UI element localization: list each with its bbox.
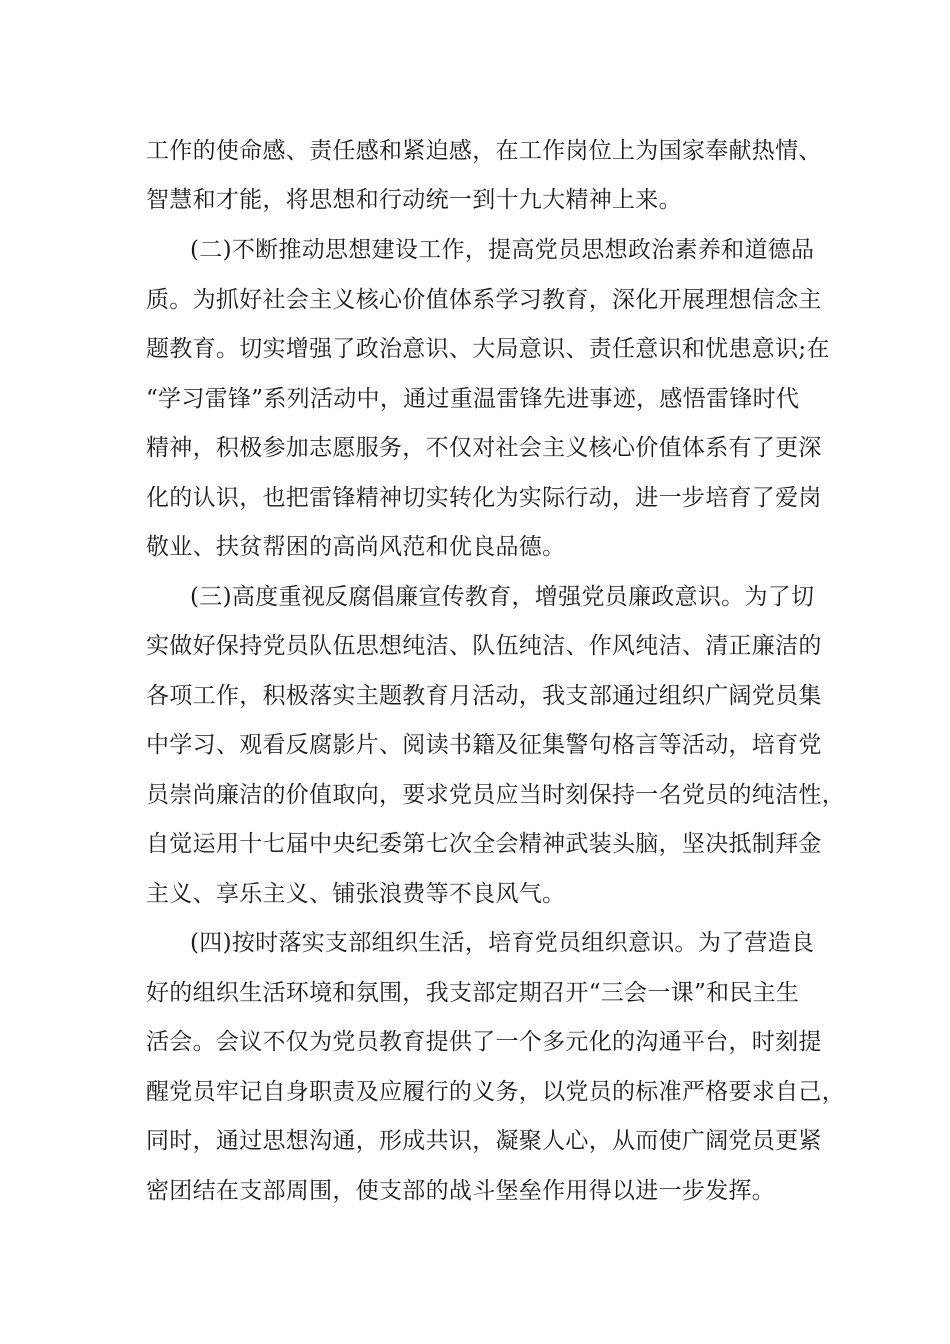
text-line [0,1072,950,1112]
text-line [0,428,950,468]
line-text: 活会。会议不仅为党员教育提供了一个多元化的沟通平台，时刻提 [146,1029,822,1055]
line-text: (四)按时落实支部组织生活，培育党员组织意识。为了营造良 [190,930,815,956]
line-text: 题教育。切实增强了政治意识、大局意识、责任意识和忧患意识;在 [146,336,830,362]
text-line [0,527,950,567]
line-text: 敬业、扶贫帮困的高尚风范和优良品德。 [146,534,566,560]
text-line [0,1121,950,1161]
text-line [0,577,950,617]
text-line [0,131,950,171]
line-text: 自觉运用十七届中央纪委第七次全会精神武装头脑，坚决抵制拜金 [146,831,822,857]
line-text: 各项工作，积极落实主题教育月活动，我支部通过组织广阔党员集 [146,683,822,709]
line-text: 智慧和才能，将思想和行动统一到十九大精神上来。 [146,187,682,213]
line-text: 质。为抓好社会主义核心价值体系学习教育，深化开展理想信念主 [146,287,822,313]
line-text: 密团结在支部周围，使支部的战斗堡垒作用得以进一步发挥。 [146,1178,776,1204]
text-line [0,1022,950,1062]
line-text: 同时，通过思想沟通，形成共识，凝聚人心，从而使广阔党员更紧 [146,1128,822,1154]
text-line [0,478,950,518]
text-line [0,280,950,320]
line-text: 好的组织生活环境和氛围，我支部定期召开“三会一课”和民主生 [146,980,800,1006]
text-line [0,180,950,220]
line-text: (二)不断推动思想建设工作，提高党员思想政治素养和道德品 [190,237,815,263]
text-line [0,230,950,270]
line-text: 实做好保持党员队伍思想纯洁、队伍纯洁、作风纯洁、清正廉洁的 [146,633,822,659]
line-text: 中学习、观看反腐影片、阅读书籍及征集警句格言等活动，培育党 [146,732,822,758]
text-line [0,379,950,419]
line-text: 员崇尚廉洁的价值取向，要求党员应当时刻保持一名党员的纯洁性， [146,782,845,808]
text-line [0,824,950,864]
text-line [0,626,950,666]
text-line [0,775,950,815]
line-text: 工作的使命感、责任感和紧迫感，在工作岗位上为国家奉献热情、 [146,138,822,164]
text-line [0,725,950,765]
text-line [0,874,950,914]
text-line [0,1171,950,1211]
line-text: 精神，积极参加志愿服务，不仅对社会主义核心价值体系有了更深 [146,435,822,461]
text-line [0,973,950,1013]
line-text: (三)高度重视反腐倡廉宣传教育，增强党员廉政意识。为了切 [190,584,815,610]
line-text: 化的认识，也把雷锋精神切实转化为实际行动，进一步培育了爱岗 [146,485,822,511]
line-text: 醒党员牢记自身职责及应履行的义务，以党员的标准严格要求自己， [146,1079,845,1105]
text-line [0,329,950,369]
line-text: 主义、享乐主义、铺张浪费等不良风气。 [146,881,566,907]
text-line [0,923,950,963]
text-line [0,676,950,716]
line-text: “学习雷锋”系列活动中，通过重温雷锋先进事迹，感悟雷锋时代 [146,386,800,412]
